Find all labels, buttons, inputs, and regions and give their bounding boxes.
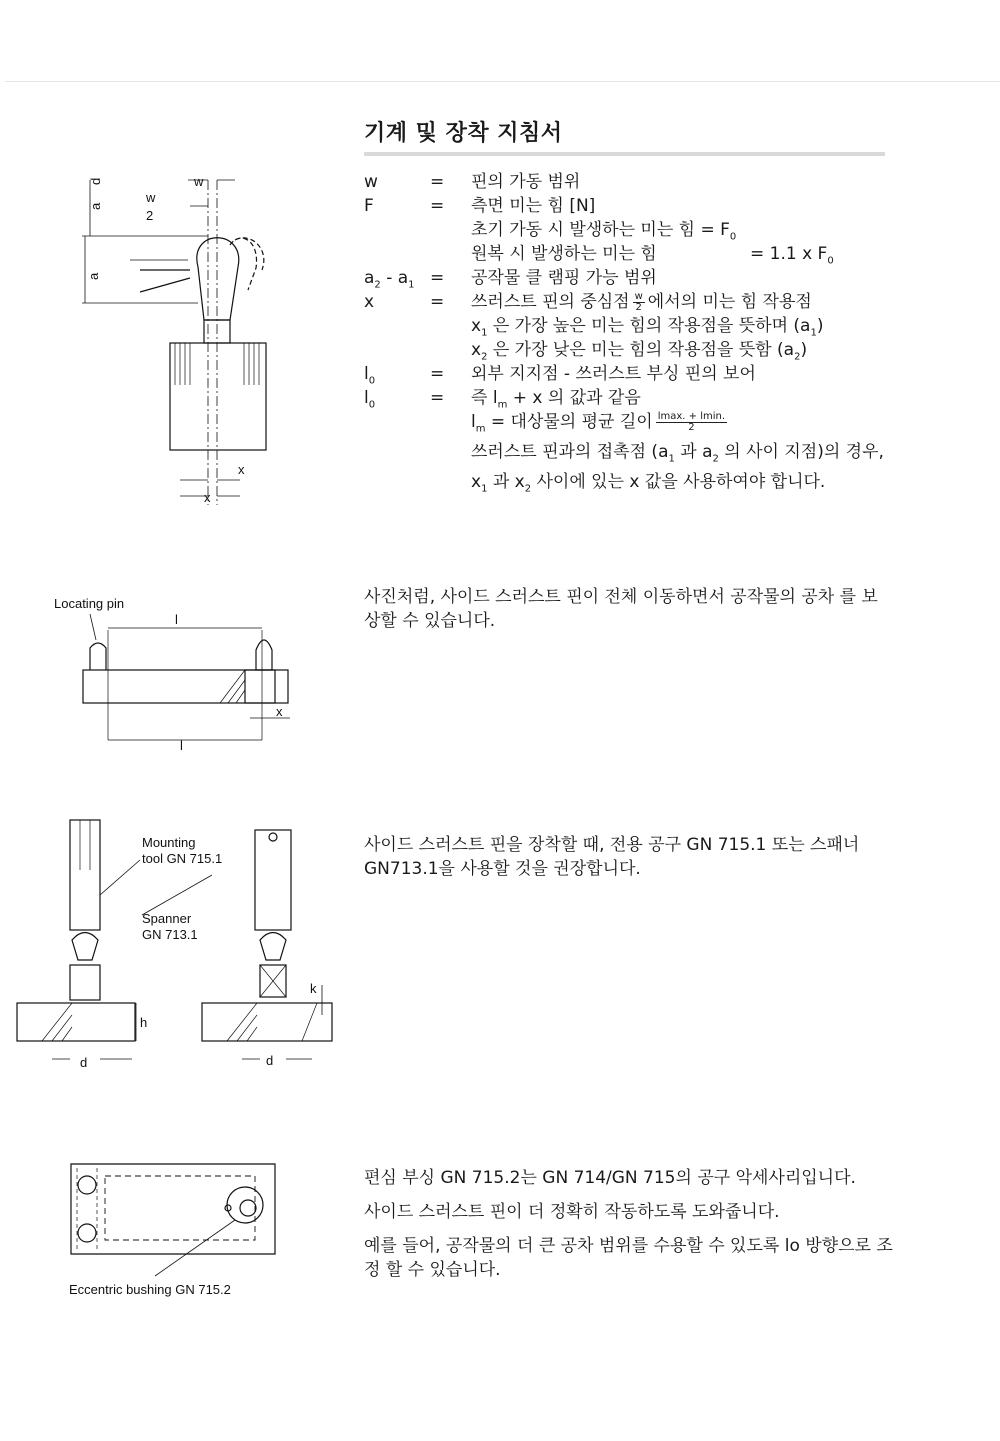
def-row-x1: [364, 314, 964, 338]
label-h: h: [140, 1015, 148, 1030]
def-text: 외부 지지점 - 쓰러스트 부싱 핀의 보어: [471, 364, 756, 384]
title-underline: [364, 152, 885, 156]
def-row-f: [364, 194, 964, 218]
def-equals: =: [430, 196, 445, 216]
label-d3: d: [80, 1055, 88, 1070]
label-x1: x: [204, 490, 211, 505]
symbol-part: a: [364, 268, 375, 288]
label-x2: x: [238, 462, 245, 477]
def-text: [471, 410, 730, 441]
def-row-x2: [364, 338, 964, 362]
def-text: [471, 290, 812, 314]
label-lm: l: [175, 612, 178, 627]
label-eccentric-bushing: Eccentric bushing GN 715.2: [69, 1282, 231, 1297]
section-4-text: [364, 1166, 894, 1292]
def-text-part: + x 의 값과 같음: [507, 388, 641, 408]
label-a2: a: [86, 272, 101, 280]
def-text-part: 초기 가동 시 발생하는 미는 힘 = F: [471, 220, 730, 240]
def-text: 측면 미는 힘 [N]: [471, 196, 596, 216]
subscript: 1: [810, 327, 817, 339]
label-locating-pin: Locating pin: [54, 596, 125, 611]
def-row-x: [364, 290, 964, 314]
def-text-part: = 1.1 x F: [750, 244, 828, 264]
def-equals: =: [430, 268, 445, 288]
def-equals: =: [430, 364, 445, 384]
section-3-text: [364, 833, 894, 891]
paragraph: 사진처럼, 사이드 스러스트 핀이 전체 이동하면서 공작물의 공차 를 보상할 수 있습니다.: [364, 587, 878, 631]
label-spanner-2: GN 713.1: [142, 927, 198, 942]
def-row-a: [364, 266, 964, 290]
subscript: 0: [827, 255, 834, 267]
label-w-half-num: w: [146, 190, 156, 205]
label-x: x: [276, 704, 283, 719]
subscript: 0: [729, 231, 737, 243]
fraction: [633, 292, 645, 313]
subscript: 2: [794, 351, 801, 363]
label-d1: d: [88, 177, 103, 185]
subscript: m: [475, 423, 486, 435]
def-text-part: ): [800, 340, 808, 360]
paragraph: 사이드 스러스트 핀이 더 정확히 작동하도록 도와줍니다.: [364, 1202, 780, 1222]
fraction-denominator: 2: [688, 421, 695, 433]
def-symbol: w: [364, 172, 378, 192]
top-divider: [5, 81, 1000, 82]
label-k: k: [310, 981, 317, 996]
definitions-list: [364, 170, 964, 494]
subscript: 0: [368, 375, 376, 387]
fraction-denominator: 2: [635, 301, 642, 313]
def-text-part: 과 x: [487, 472, 525, 492]
label-w: w: [194, 174, 204, 189]
symbol-part: - a: [380, 268, 409, 288]
figure-mounting-tools: [12, 815, 342, 1075]
label-a1: a: [88, 202, 103, 210]
def-text-part: = 대상물의 평균 길이: [485, 412, 653, 432]
subscript: 1: [668, 453, 675, 465]
subscript: m: [497, 399, 508, 411]
def-text-part: 즉 l: [471, 388, 498, 408]
def-text: 핀의 가동 범위: [471, 172, 581, 192]
subscript: 2: [481, 351, 488, 363]
page-title: 기계 및 장착 지침서: [364, 121, 563, 146]
subscript: 1: [408, 279, 415, 291]
def-text-part: x: [471, 340, 482, 360]
figure-eccentric-bushing: [65, 1158, 295, 1303]
subscript: 2: [374, 279, 381, 291]
def-text-part: 은 가장 낮은 미는 힘의 작용점을 뜻함 (a: [487, 340, 795, 360]
def-text-part: x: [471, 316, 482, 336]
def-text-part: 에서의 미는 힘 작용점: [647, 292, 812, 312]
def-equals: =: [430, 172, 445, 192]
subscript: 2: [712, 453, 719, 465]
def-row-f-initial: [364, 218, 964, 242]
label-spanner-1: Spanner: [142, 911, 192, 926]
def-symbol: x: [364, 292, 375, 312]
def-text-part: l: [471, 412, 476, 432]
def-text-part: 쓰러스트 핀과의 접촉점 (a: [471, 442, 669, 462]
label-mounting-1: Mounting: [142, 835, 196, 850]
def-row-contact-2: [364, 470, 964, 494]
subscript: 0: [368, 399, 376, 411]
def-text: 공작물 클 램핑 가능 범위: [471, 268, 657, 288]
def-equals: =: [430, 292, 445, 312]
fraction-numerator: lmax. + lmin.: [657, 410, 726, 422]
def-row-lm: [364, 410, 964, 440]
paragraph: 사이드 스러스트 핀을 장착할 때, 전용 공구 GN 715.1 또는 스패너 GN713.1을 사용할 것을 권장합니다.: [364, 835, 860, 879]
label-lo: l: [180, 738, 183, 753]
label-d2: d: [266, 1053, 274, 1068]
figure-locating-pin: [50, 590, 300, 760]
def-row-contact-1: [364, 440, 964, 470]
symbol-part: l: [364, 388, 369, 408]
def-text-part: 은 가장 높은 미는 힘의 작용점을 뜻하며 (a: [487, 316, 811, 336]
def-symbol: F: [364, 196, 374, 216]
fraction: [656, 412, 727, 433]
label-mounting-2: tool GN 715.1: [142, 851, 223, 866]
subscript: 1: [481, 327, 488, 339]
symbol-part: l: [364, 364, 369, 384]
def-text-part: 의 사이 지점)의 경우,: [718, 442, 884, 462]
section-2-text: [364, 585, 894, 643]
def-text-part: ): [816, 316, 824, 336]
def-text: [471, 470, 825, 501]
def-text-part: 사이에 있는 x 값을 사용하여야 합니다.: [531, 472, 826, 492]
def-text: 원복 시 발생하는 미는 힘: [471, 244, 657, 264]
def-row-f-return: [364, 242, 964, 266]
def-text-part: 과 a: [674, 442, 713, 462]
paragraph: 편심 부싱 GN 715.2는 GN 714/GN 715의 공구 악세사리입니다.: [364, 1168, 856, 1188]
def-row-l0-b: [364, 386, 964, 410]
def-text: [471, 440, 884, 471]
figure-thrust-pin-dimensions: [70, 160, 290, 520]
subscript: 1: [481, 483, 488, 495]
def-row-w: [364, 170, 964, 194]
paragraph: 예를 들어, 공작물의 더 큰 공차 범위를 수용할 수 있도록 lo 방향으로 조정 할 수 있습니다.: [364, 1236, 893, 1280]
def-row-l0-a: [364, 362, 964, 386]
fraction-numerator: w: [634, 290, 643, 302]
def-text-part: x: [471, 472, 482, 492]
subscript: 2: [524, 483, 532, 495]
def-equals: =: [430, 388, 445, 408]
label-w-half-den: 2: [146, 208, 154, 223]
def-text-part: 쓰러스트 핀의 중심점: [471, 292, 630, 312]
